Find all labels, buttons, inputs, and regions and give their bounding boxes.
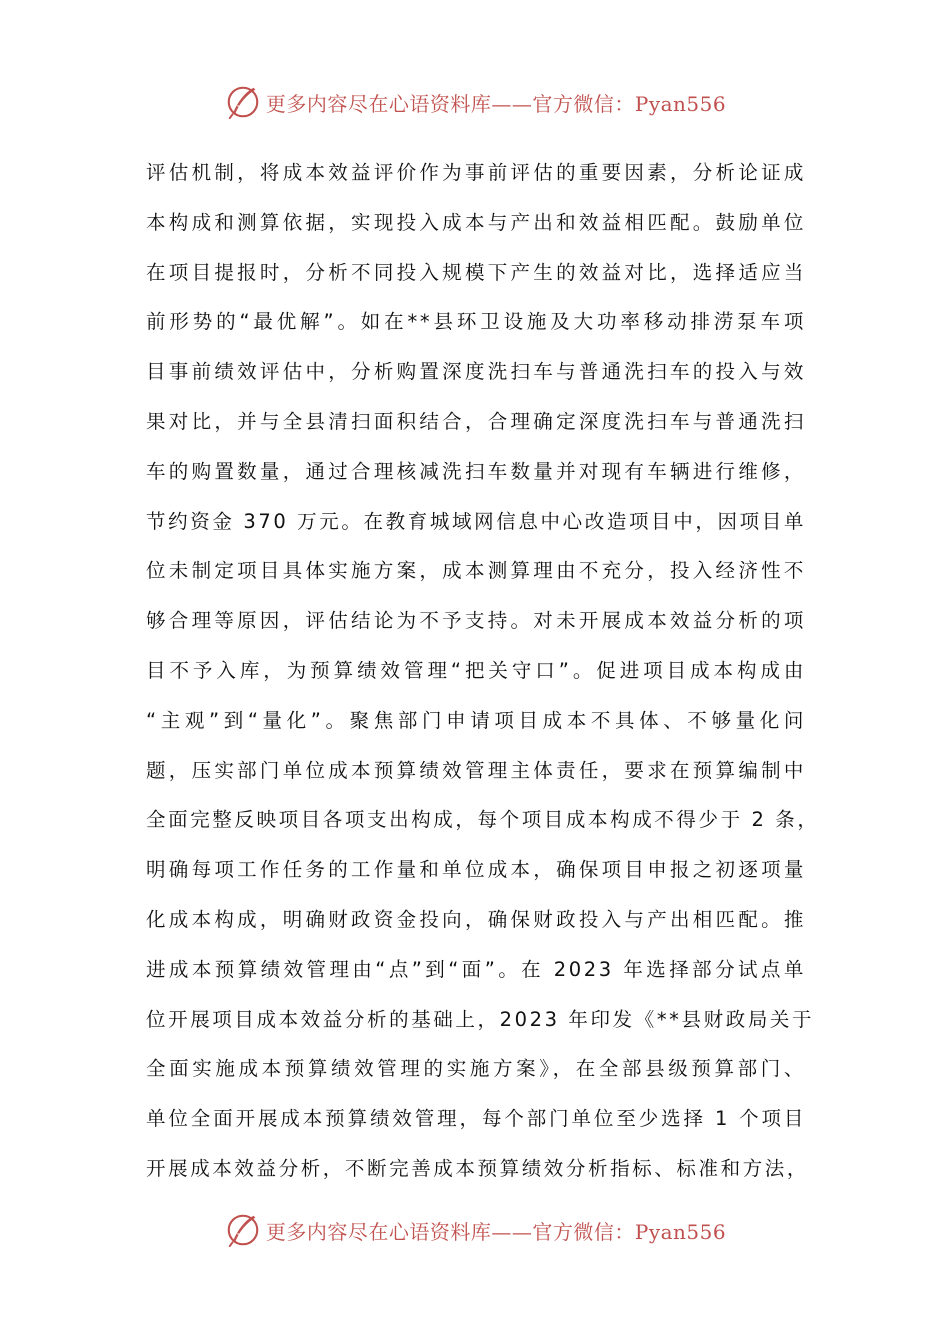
text-line: 目事前绩效评估中，分析购置深度洗扫车与普通洗扫车的投入与效 <box>146 360 806 384</box>
quill-pen-circle-icon <box>224 83 262 121</box>
text-line: 节约资金 370 万元。在教育城域网信息中心改造项目中，因项目单 <box>146 509 806 533</box>
quill-pen-circle-icon <box>224 1211 262 1249</box>
text-line: 前形势的“最优解”。如在**县环卫设施及大功率移动排涝泵车项 <box>146 310 806 334</box>
text-line: 进成本预算绩效管理由“点”到“面”。在 2023 年选择部分试点单 <box>146 957 806 981</box>
text-line: 位未制定项目具体实施方案，成本测算理由不充分，投入经济性不 <box>146 559 806 583</box>
text-line: 在项目提报时，分析不同投入规模下产生的效益对比，选择适应当 <box>146 260 806 284</box>
document-body <box>146 148 820 1194</box>
text-line: 题，压实部门单位成本预算绩效管理主体责任，要求在预算编制中 <box>146 758 806 782</box>
text-line: 目不予入库，为预算绩效管理“把关守口”。促进项目成本构成由 <box>146 658 806 682</box>
text-line: 车的购置数量，通过合理核减洗扫车数量并对现有车辆进行维修， <box>146 459 806 483</box>
text-line: 单位全面开展成本预算绩效管理，每个部门单位至少选择 1 个项目 <box>146 1107 806 1131</box>
watermark-banner-bottom <box>0 1208 950 1252</box>
text-line: “主观”到“量化”。聚焦部门申请项目成本不具体、不够量化问 <box>146 708 806 732</box>
text-line: 够合理等原因，评估结论为不予支持。对未开展成本效益分析的项 <box>146 609 806 633</box>
text-line: 化成本构成，明确财政资金投向，确保财政投入与产出相匹配。推 <box>146 907 806 931</box>
text-line: 位开展项目成本效益分析的基础上，2023 年印发《**县财政局关于 <box>146 1007 815 1031</box>
text-line: 开展成本效益分析，不断完善成本预算绩效分析指标、标准和方法， <box>146 1156 810 1180</box>
text-line: 本构成和测算依据，实现投入成本与产出和效益相匹配。鼓励单位 <box>146 210 806 234</box>
text-line: 果对比，并与全县清扫面积结合，合理确定深度洗扫车与普通洗扫 <box>146 409 806 433</box>
watermark-text: 更多内容尽在心语资料库——官方微信：Pyan556 <box>265 1219 727 1244</box>
text-line: 明确每项工作任务的工作量和单位成本，确保项目申报之初逐项量 <box>146 858 806 882</box>
watermark-text: 更多内容尽在心语资料库——官方微信：Pyan556 <box>265 91 727 116</box>
watermark-banner-top <box>0 80 950 124</box>
text-line: 评估机制，将成本效益评价作为事前评估的重要因素，分析论证成 <box>146 161 806 184</box>
text-line: 全面实施成本预算绩效管理的实施方案》，在全部县级预算部门、 <box>146 1057 806 1081</box>
text-line: 全面完整反映项目各项支出构成，每个项目成本构成不得少于 2 条， <box>146 808 820 832</box>
